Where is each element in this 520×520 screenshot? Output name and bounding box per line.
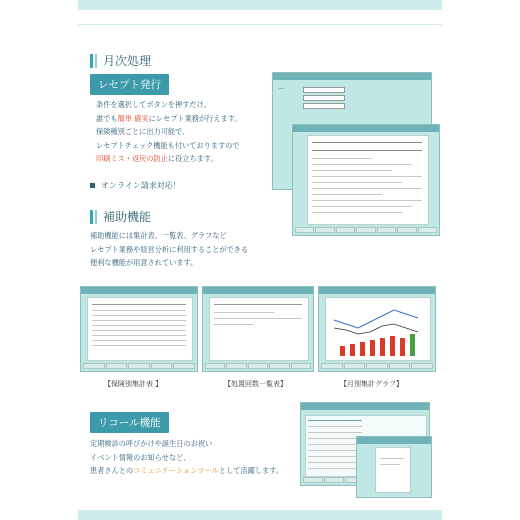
recall-description bbox=[90, 437, 283, 478]
treatment-count-window bbox=[202, 286, 314, 372]
window-titlebar bbox=[319, 287, 435, 294]
window-titlebar bbox=[203, 287, 313, 294]
receipt-text: 誰でも bbox=[96, 113, 118, 123]
section-heading-aux bbox=[90, 208, 151, 225]
insurance-summary-window bbox=[80, 286, 198, 372]
receipt-line bbox=[96, 139, 242, 153]
caption-treatment-count: 【処置回数一覧表】 bbox=[224, 380, 287, 388]
receipt-line bbox=[96, 125, 242, 139]
aux-line: 補助機能には集計表、一覧表、グラフなど bbox=[90, 231, 227, 240]
receipt-text: に役立ちます。 bbox=[167, 154, 218, 163]
top-band bbox=[78, 0, 442, 10]
recall-line bbox=[90, 451, 283, 465]
receipt-text: 返戻の防止 bbox=[131, 154, 168, 163]
recall-postcard-window bbox=[356, 436, 432, 498]
receipt-preview-window bbox=[292, 124, 440, 236]
recall-tag: リコール機能 bbox=[90, 412, 169, 433]
receipt-line bbox=[96, 152, 242, 166]
recall-line bbox=[90, 437, 283, 451]
receipt-description bbox=[96, 98, 242, 166]
receipt-line bbox=[96, 98, 242, 112]
receipt-text: 保険種別ごとに出力可能で、 bbox=[96, 127, 190, 136]
window-titlebar bbox=[357, 437, 431, 444]
receipt-text: 印刷ミス bbox=[96, 154, 125, 163]
receipt-text: 条件を選択してボタンを押すだけ。 bbox=[96, 100, 211, 109]
section-bar-icon bbox=[95, 210, 97, 224]
recall-text: コミュニケーションツール bbox=[133, 466, 219, 475]
caption-monthly-graph: 【月別集計グラフ】 bbox=[340, 380, 403, 388]
top-divider bbox=[78, 24, 442, 25]
recall-text: として活躍します。 bbox=[218, 466, 283, 475]
receipt-settings-window: ── bbox=[272, 72, 432, 190]
section-heading-monthly bbox=[90, 52, 151, 69]
section-bar-icon bbox=[95, 54, 97, 68]
caption-insurance-summary: 【保険別集計表 】 bbox=[104, 380, 163, 388]
section-bar-icon bbox=[90, 54, 93, 68]
recall-text: イベント情報のお知らせなど、 bbox=[90, 452, 191, 462]
aux-line: レセプト業務や経営分析に利用することができる bbox=[90, 244, 249, 254]
receipt-text: ・ bbox=[124, 154, 132, 163]
recall-line bbox=[90, 464, 283, 478]
window-titlebar bbox=[301, 403, 429, 410]
section-title: 月次処理 bbox=[103, 54, 152, 68]
monthly-graph-window bbox=[318, 286, 436, 372]
aux-line: 便利な機能が用意されています。 bbox=[90, 258, 198, 267]
square-bullet-icon bbox=[90, 183, 95, 188]
receipt-text: 簡単 確実 bbox=[117, 113, 149, 123]
window-titlebar bbox=[273, 73, 431, 80]
receipt-tag: レセプト発行 bbox=[90, 74, 169, 95]
window-titlebar bbox=[293, 125, 439, 132]
online-claim-bullet bbox=[90, 180, 181, 191]
receipt-text: レセプトチェック機能も付いておりますので bbox=[96, 140, 240, 150]
receipt-text: にレセプト業務が行えます。 bbox=[148, 113, 242, 123]
section-bar-icon bbox=[90, 210, 93, 224]
section-title: 補助機能 bbox=[103, 210, 152, 224]
bottom-band bbox=[78, 510, 442, 520]
window-titlebar bbox=[81, 287, 197, 294]
recall-text: 患者さんとの bbox=[90, 466, 134, 475]
receipt-line bbox=[96, 112, 242, 126]
online-claim-text: オンライン請求対応！ bbox=[101, 181, 181, 190]
aux-description bbox=[90, 229, 248, 270]
recall-text: 定期検診の呼びかけや誕生日のお祝い bbox=[90, 439, 213, 448]
